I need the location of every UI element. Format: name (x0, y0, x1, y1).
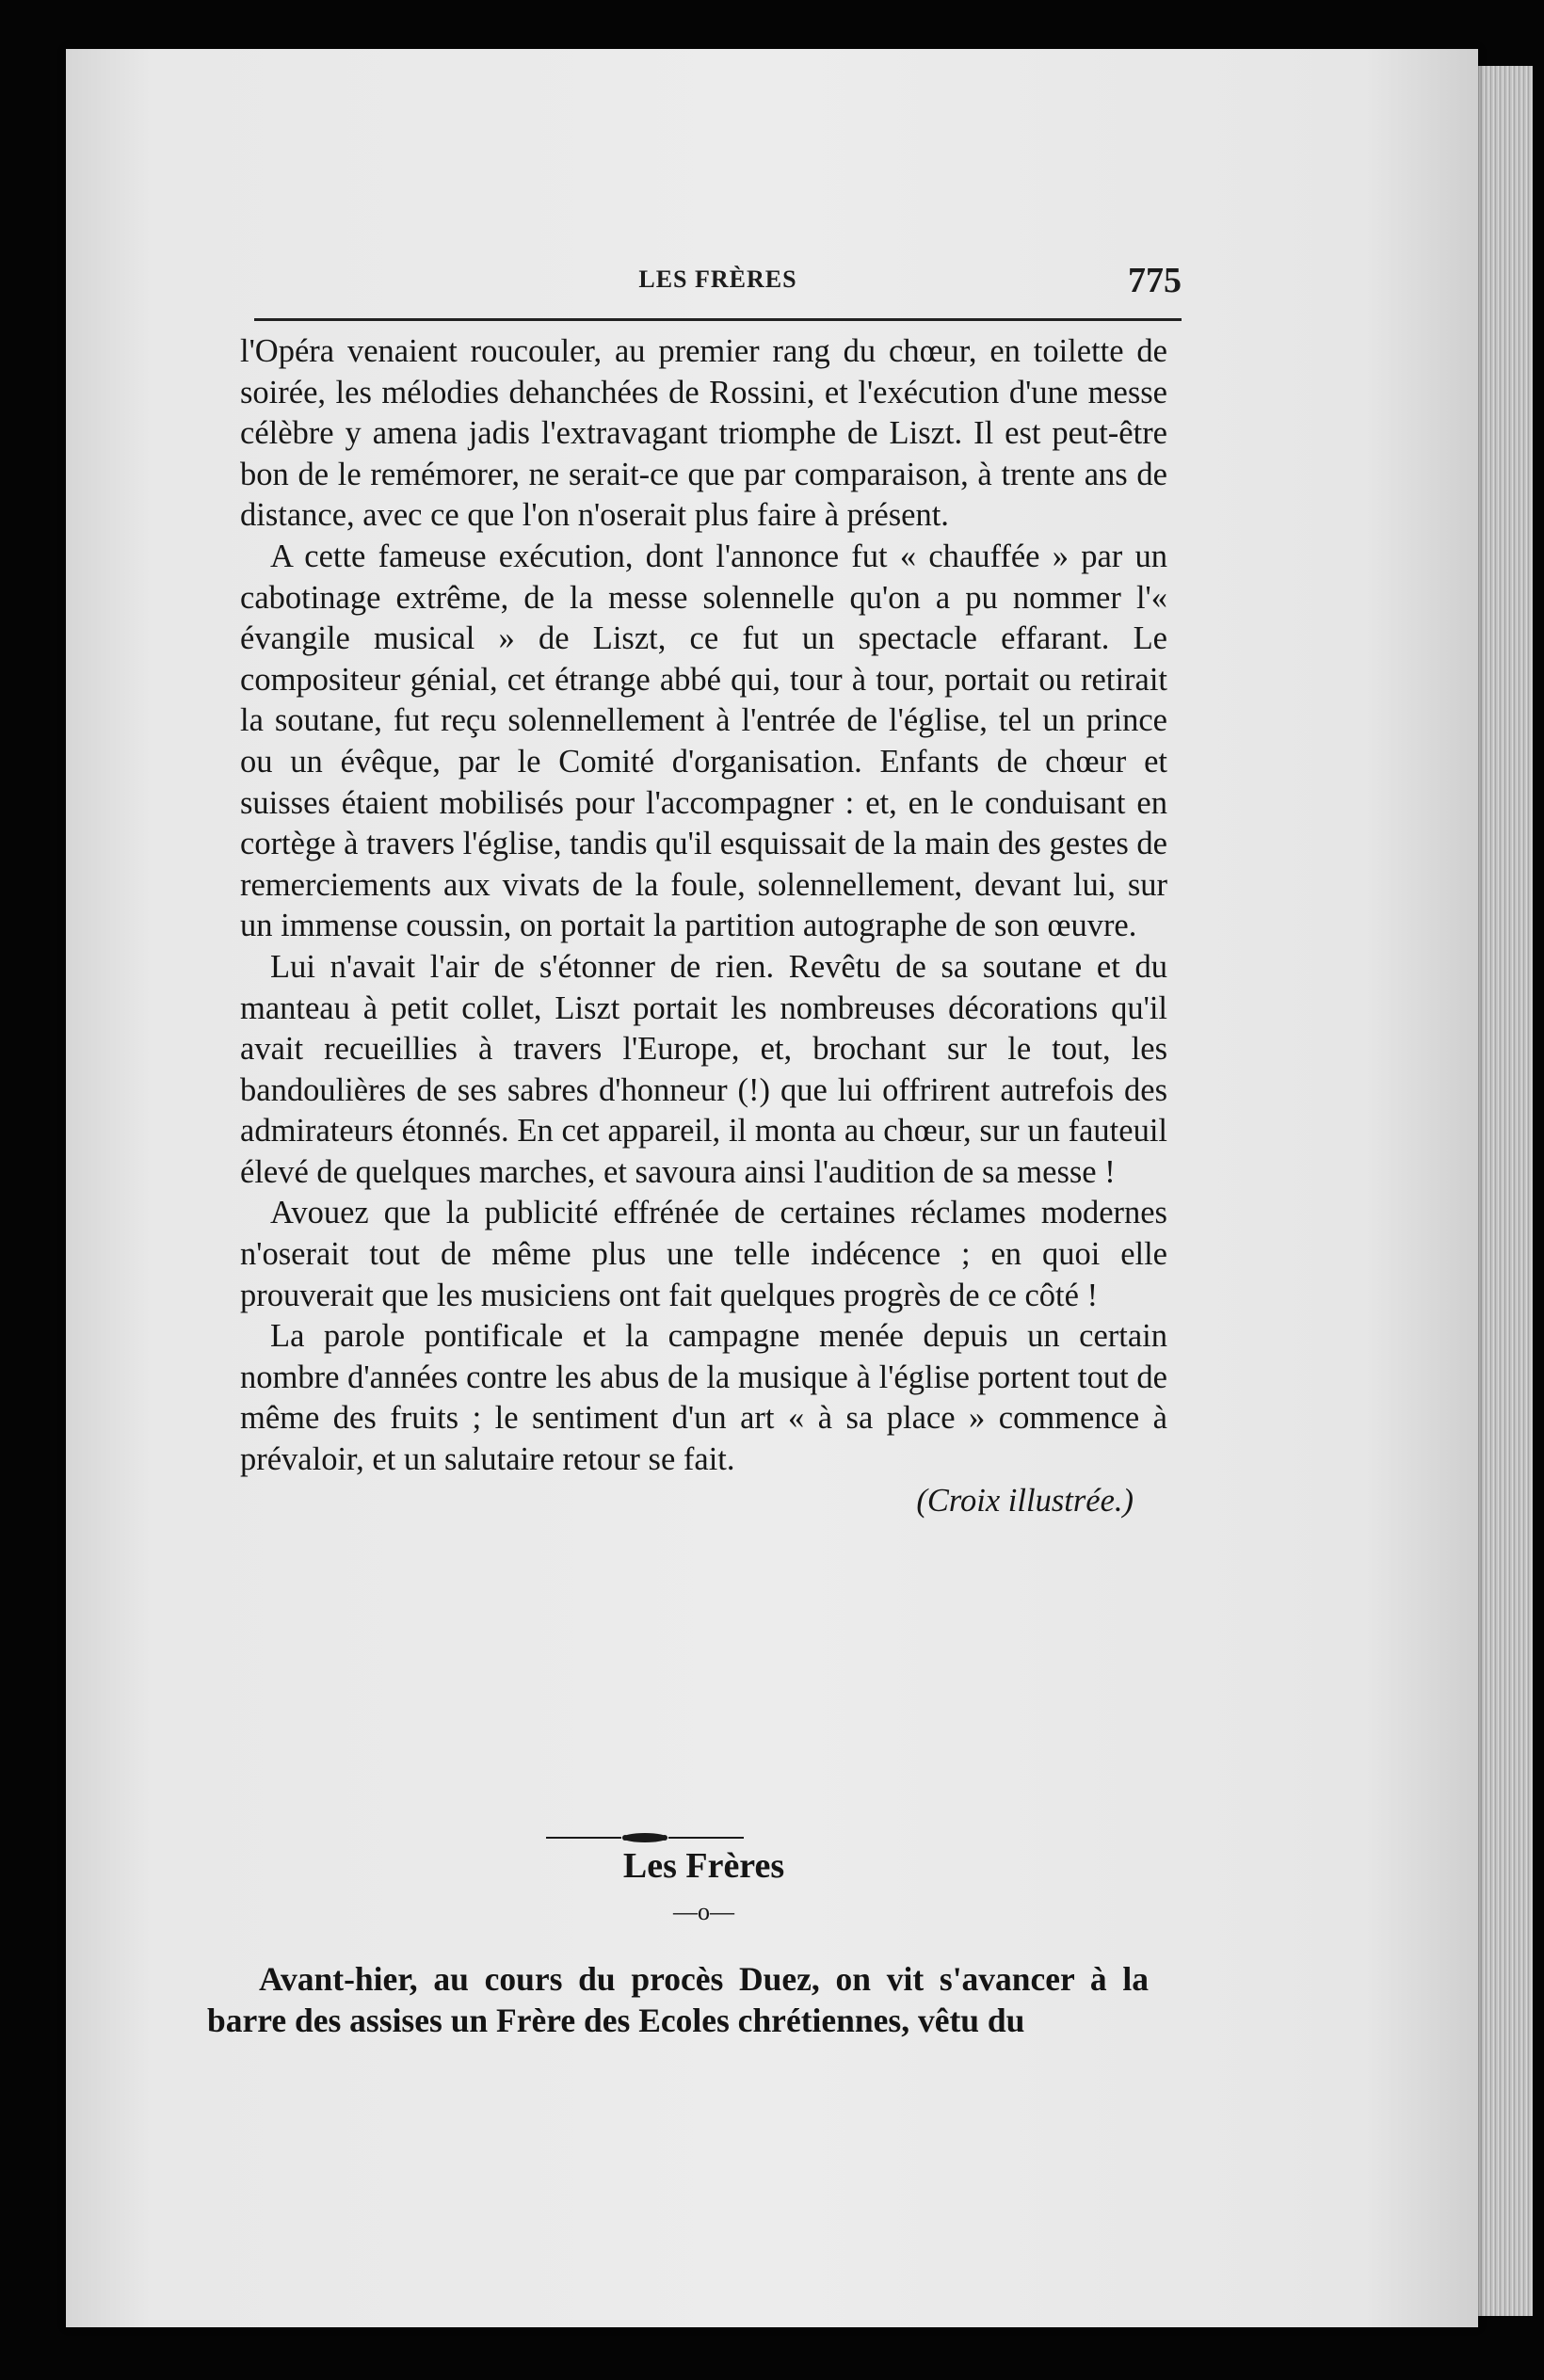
paragraph: Avouez que la publicité effrénée de certaines réclames modernes n'oserait tout de même plus une telle indécence ; en quoi elle prouverait que les musiciens ont fait quelques progrès de ce côté ! (240, 1195, 1167, 1313)
paragraph: Avant-hier, au cours du procès Duez, on vit s'avancer à la barre des assises un Frère des Ecoles chrétiennes, vêtu du (207, 1960, 1149, 2039)
page-header (254, 261, 1182, 305)
page-number: 775 (1128, 261, 1182, 300)
section-separator: —o— (673, 1898, 734, 1925)
ornament-divider (527, 1830, 763, 1845)
paragraph: La parole pontificale et la campagne menée depuis un certain nombre d'années contre les abus de la musique à l'église portent tout de même des fruits ; le sentiment d'un art « à sa place » commence à prévaloir, et un salutaire retour se fait. (240, 1318, 1167, 1478)
header-rule (254, 318, 1182, 321)
paragraph: l'Opéra venaient roucouler, au premier rang du chœur, en toilette de soirée, les mélodies dehanchées de Rossini, et l'exécution d'une messe célèbre y amena jadis l'extravagant triomphe de Liszt. Il est peut-être bon de le remémorer, ne serait-ce que par comparaison, à trente ans de distance, avec ce que l'on n'oserait plus faire à présent. (240, 333, 1167, 534)
section-title: Les Frères (622, 1846, 785, 1886)
paragraph: A cette fameuse exécution, dont l'annonce fut « chauffée » par un cabotinage extrême, de la messe solennelle qu'on a pu nommer l'« évangile musical » de Liszt, ce fut un spectacle effarant. Le compositeur génial, cet étrange abbé qui, tour à tour, portait ou retirait la soutane, fut reçu solennellement à l'entrée de l'église, tel un prince ou un évêque, par le Comité d'organisation. Enfants de chœur et suisses étaient mobilisés pour l'accompagner : et, en le conduisant en cortège à travers l'église, tandis qu'il esquissait de la main des gestes de remerciements aux vivats de la foule, solennellement, devant lui, sur un immense coussin, on portait la partition autographe de son œuvre. (240, 538, 1167, 944)
source-attribution: (Croix illustrée.) (916, 1482, 1134, 1519)
running-head: LES FRÈRES (638, 265, 797, 293)
paragraph: Lui n'avait l'air de s'étonner de rien. Revêtu de sa soutane et du manteau à petit collet, Liszt portait les nombreuses décorations qu'il avait recueillies à travers l'Europe, et, brochant sur le tout, les bandoulières de ses sabres d'honneur (!) que lui offrirent autrefois des admirateurs étonnés. En cet appareil, il monta au chœur, sur un fauteuil élevé de quelques marches, et savoura ainsi l'audition de sa messe ! (240, 948, 1167, 1190)
article-liszt (240, 331, 1167, 1521)
article-freres (207, 1958, 1149, 2041)
page-edges (1478, 66, 1533, 2316)
